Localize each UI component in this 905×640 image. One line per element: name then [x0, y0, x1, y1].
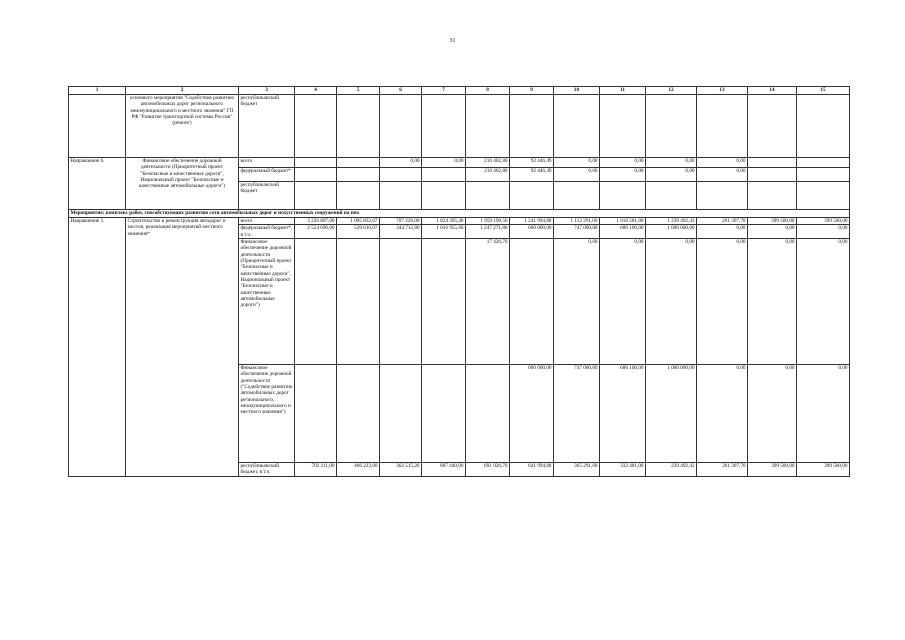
column-number: 15: [797, 87, 850, 95]
column-number: 12: [646, 87, 697, 95]
column-number: 4: [295, 87, 337, 95]
table-row: федеральный бюджет* 210 402,80 92 446,49 0,00 0,00 0,00 0,00: [69, 168, 850, 182]
direction-label: Направление 1.: [69, 218, 126, 477]
budget-source: федеральный бюджет*: [239, 168, 295, 182]
direction-label: Направление 6.: [69, 158, 126, 210]
column-number: 9: [510, 87, 554, 95]
column-number-row: [69, 87, 850, 95]
column-number: 6: [380, 87, 422, 95]
table-row: федеральный бюджет*, в т.ч.: 2 524 696,00 539 610,07 344 712,80 1 016 955,60 1 247 271,86 600 000,00 747 000,00 686 100,00 1 000 000,00 0,00 0,00 0,00: [240, 225, 848, 238]
page-number: 31: [449, 38, 456, 44]
column-number: 3: [239, 87, 295, 95]
table-row: [69, 95, 850, 158]
column-number: 13: [697, 87, 748, 95]
section-title-row: [69, 210, 850, 218]
column-number: 14: [748, 87, 797, 95]
budget-source: всего: [239, 218, 295, 225]
budget-source: республиканский бюджет: [239, 95, 295, 158]
table-row: Финансовое обеспечение дорожной деятельности ("Содействие развитию автомобильных дорог регионального, межмуниципального и местного значения") 600 000,00 747 000,00 686 100,00 1 000 000,00 0,00 0,00 0,00: [69, 365, 850, 463]
column-number: 10: [554, 87, 600, 95]
budget-source: федеральный бюджет*, в т.ч.:: [239, 225, 295, 239]
column-number: 5: [337, 87, 380, 95]
budget-source: Финансовое обеспечение дорожной деятельности (Приоритетный проект "Безопасные и качественные дороги", Национальный проект "Безопасные и качественные автомобильные дороги"): [239, 239, 295, 365]
budget-source: Финансовое обеспечение дорожной деятельности ("Содействие развитию автомобильных дорог регионального, межмуниципального и местного значения"): [239, 365, 295, 463]
budget-source: республиканский бюджет, в т.ч.: [239, 463, 295, 477]
column-number: 7: [422, 87, 466, 95]
table-row: Направление 6. Финансовое обеспечение дорожной деятельности (Приоритетный проект "Безопасные и качественные дороги", Национальный проект "Безопасные и качественные автомобильные дороги") всего 0,00 0,00 210 402,80 92 446,49 0,00 0,00 0,00 0,00: [69, 158, 850, 168]
measure-description: основного мероприятия "Содействие развитию автомобильных дорог регионального межмуниципального и местного значения" ГП РФ "Развитие транспортной системы России" (ремонт): [126, 95, 239, 158]
column-number: 11: [600, 87, 646, 95]
direction-description: Строительство и реконструкция автодорог и мостов, реализация мероприятий местного значения*: [126, 218, 239, 477]
column-number: 1: [69, 87, 126, 95]
budget-source: республиканский бюджет: [239, 182, 295, 210]
budget-table: [68, 86, 850, 477]
section-title: Мероприятие: комплекс работ, способствующих развитию сети автомобильных дорог и искусственных сооружений на них: [69, 210, 850, 218]
table-row: республиканский бюджет, в т.ч. 702 111,00 466 223,60 362 515,20 807 440,00 691 926,70 641 994,88 365 291,00 332 481,00 239 492,43 261 307,70 399 500,00 399 500,00: [240, 463, 848, 476]
table-row: Направление 1. Строительство и реконструкция автодорог и мостов, реализация мероприятий местного значения* всего 3 226 807,00 1 005 833,67 707 228,00 1 824 395,40 1 959 198,56 1 241 994,88 1 112 291,00 1 018 581,00 1 239 492,43 261 307,70 399 500,00 399 500,00: [69, 218, 850, 225]
budget-source: всего: [239, 158, 295, 168]
table-row: Финансовое обеспечение дорожной деятельности (Приоритетный проект "Безопасные и качественные дороги", Национальный проект "Безопасные и качественные автомобильные дороги") 17 426,70 0,00 0,00 0,00 0,00 0,00 0,00: [69, 239, 850, 365]
column-number: 8: [466, 87, 510, 95]
direction-description: Финансовое обеспечение дорожной деятельности (Приоритетный проект "Безопасные и качественные дороги", Национальный проект "Безопасные и качественные автомобильные дороги"): [126, 158, 239, 210]
column-number: 2: [126, 87, 239, 95]
